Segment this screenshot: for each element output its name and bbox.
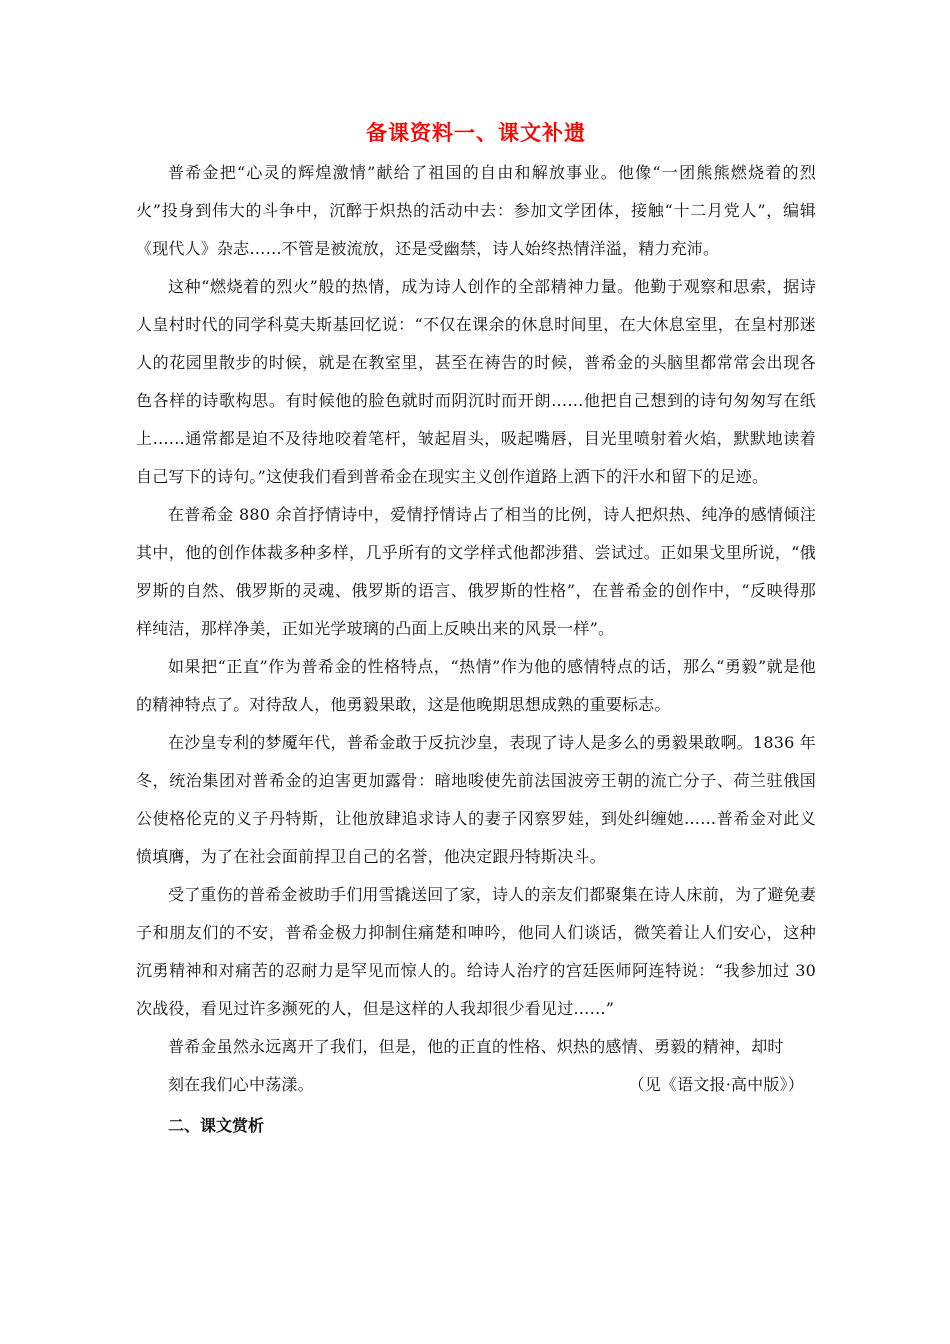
paragraph-4: 如果把“正直”作为普希金的性格特点，“热情”作为他的感情特点的话，那么“勇毅”就是他的精神特点了。对待敌人，他勇毅果敢，这是他晚期思想成熟的重要标志。 — [136, 657, 816, 714]
document-page — [136, 118, 816, 1146]
final-paragraph — [136, 1028, 816, 1066]
final-paragraph-start: 普希金虽然永远离开了我们，但是，他的正直的性格、炽热的感情、勇毅的精神，却时 — [168, 1037, 784, 1056]
paragraph-6: 受了重伤的普希金被助手们用雪撬送回了家，诗人的亲友们都聚集在诗人床前，为了避免妻子和朋友们的不安，普希金极力抑制住痛楚和呻吟，他同人们谈话，微笑着让人们安心，这种沉勇精神和对痛苦的忍耐力是罕见而惊人的。给诗人治疗的宫廷医师阿连特说：“我参加过 30 次战役，看见过许多濒死的人，但是这样的人我却很少看见过……” — [136, 885, 817, 1018]
document-title: 备课资料一、课文补遗 — [366, 120, 586, 145]
paragraph-2: 这种“燃烧着的烈火”般的热情，成为诗人创作的全部精神力量。他勤于观察和思索，据诗人皇村时代的同学科莫夫斯基回忆说：“不仅在课余的休息时间里，在大休息室里，在皇村那迷人的花园里散步的时候，就是在教室里，甚至在祷告的时候，普希金的头脑里都常常会出现各色各样的诗歌构思。有时候他的脸色就时而阴沉时而开朗……他把自己想到的诗句匆匆写在纸上……通常都是迫不及待地咬着笔杆，皱起眉头，吸起嘴唇，目光里喷射着火焰，默默地读着自己写下的诗句。”这使我们看到普希金在现实主义创作道路上洒下的汗水和留下的足迹。 — [136, 277, 816, 486]
paragraph-3: 在普希金 880 余首抒情诗中，爱情抒情诗占了相当的比例，诗人把炽热、纯净的感情倾注其中，他的创作体裁多种多样，几乎所有的文学样式他都涉猎、尝试过。正如果戈里所说，“俄罗斯的自然、俄罗斯的灵魂、俄罗斯的语言、俄罗斯的性格”，在普希金的创作中，“反映得那样纯洁，那样净美，正如光学玻璃的凸面上反映出来的风景一样”。 — [136, 505, 816, 638]
final-paragraph-source-line — [136, 1066, 816, 1104]
paragraph-5: 在沙皇专利的梦魇年代，普希金敢于反抗沙皇，表现了诗人是多么的勇毅果敢啊。1836 年冬，统治集团对普希金的迫害更加露骨：暗地唆使先前法国波旁王朝的流亡分子、荷兰驻俄国公使格伦克的义子丹特斯，让他放肆追求诗人的妻子冈察罗娃，到处纠缠她……普希金对此义愤填膺，为了在社会面前捍卫自己的名誉，他决定跟丹特斯决斗。 — [136, 733, 816, 866]
final-paragraph-end: 刻在我们心中荡漾。 — [168, 1075, 314, 1094]
paragraph-1: 普希金把“心灵的辉煌激情”献给了祖国的自由和解放事业。他像“一团熊熊燃烧着的烈火”投身到伟大的斗争中，沉醉于炽热的活动中去：参加文学团体，接触“十二月党人”，编辑《现代人》杂志……不管是被流放，还是受幽禁，诗人始终热情洋溢，精力充沛。 — [136, 163, 816, 258]
source-note: （见《语文报·高中版》） — [628, 1075, 804, 1094]
section-heading: 二、课文赏析 — [168, 1116, 265, 1135]
